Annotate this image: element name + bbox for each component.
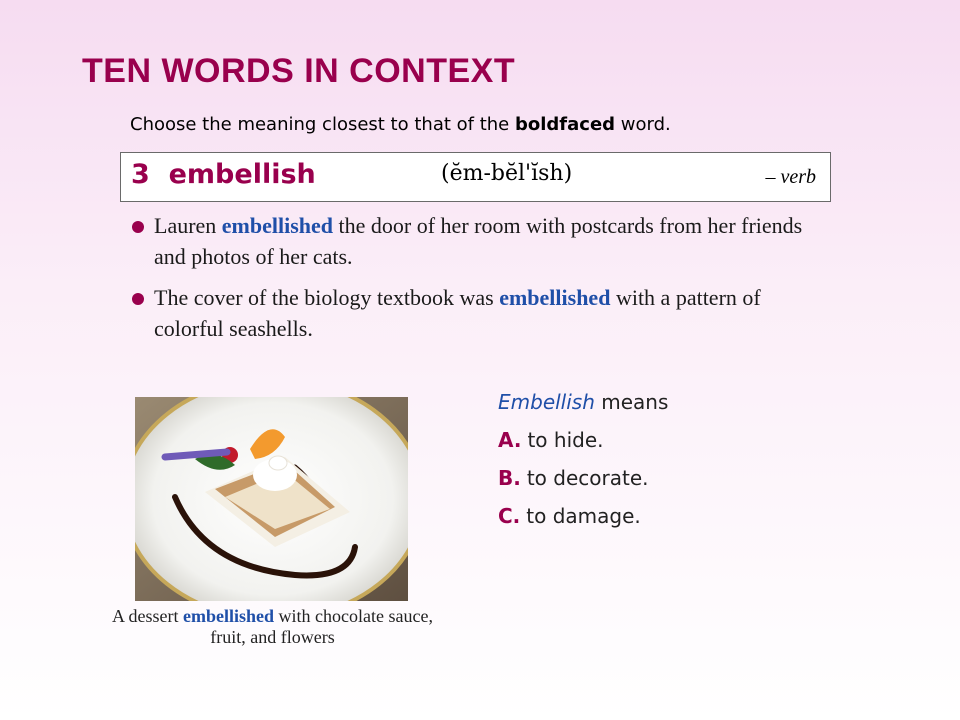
pronunciation: (ĕm-bĕl'ĭsh) xyxy=(441,161,573,186)
sentence-text: Lauren xyxy=(154,213,217,238)
question-stem-text: means xyxy=(601,390,669,414)
word-heading xyxy=(131,159,316,190)
sentence-text: the door of her room with postcards from her friends and photos of her cats. xyxy=(154,213,803,269)
answer-option-c[interactable] xyxy=(498,504,668,528)
sentence-highlight: embellished xyxy=(221,213,334,238)
photo-caption xyxy=(95,606,450,648)
dessert-illustration xyxy=(135,397,408,601)
instructions xyxy=(130,114,671,135)
sentence-highlight: embellished xyxy=(499,285,611,310)
option-letter: C. xyxy=(498,504,521,528)
question-stem xyxy=(498,390,668,414)
instructions-prefix: Choose the meaning closest to that of the xyxy=(130,114,510,135)
word-number: 3 xyxy=(131,159,150,190)
example-sentence xyxy=(130,210,830,272)
sentence-text: The cover of the biology textbook was xyxy=(154,285,494,310)
word-entry-box xyxy=(120,152,831,202)
option-text: to hide. xyxy=(527,428,604,452)
question-block xyxy=(498,390,668,542)
option-text: to damage. xyxy=(526,504,641,528)
dessert-photo xyxy=(135,397,408,601)
example-sentence xyxy=(130,282,830,344)
question-term: Embellish xyxy=(498,390,595,414)
answer-option-b[interactable] xyxy=(498,466,668,490)
option-letter: A. xyxy=(498,428,522,452)
instructions-bold: boldfaced xyxy=(514,114,616,135)
sentence-text: with a pattern of colorful seashells. xyxy=(154,285,761,341)
caption-text: A dessert xyxy=(112,606,179,626)
example-sentences xyxy=(130,210,830,354)
answer-option-a[interactable] xyxy=(498,428,668,452)
option-text: to decorate. xyxy=(526,466,649,490)
bullet-icon xyxy=(132,293,144,305)
instructions-suffix: word. xyxy=(620,114,671,135)
caption-highlight: embellished xyxy=(183,606,275,626)
part-of-speech: – verb xyxy=(765,166,816,188)
bullet-icon xyxy=(132,221,144,233)
caption-text: with chocolate sauce, fruit, and flowers xyxy=(210,606,433,647)
option-letter: B. xyxy=(498,466,521,490)
slide-title: TEN WORDS IN CONTEXT xyxy=(82,52,516,90)
word-term: embellish xyxy=(168,159,316,190)
